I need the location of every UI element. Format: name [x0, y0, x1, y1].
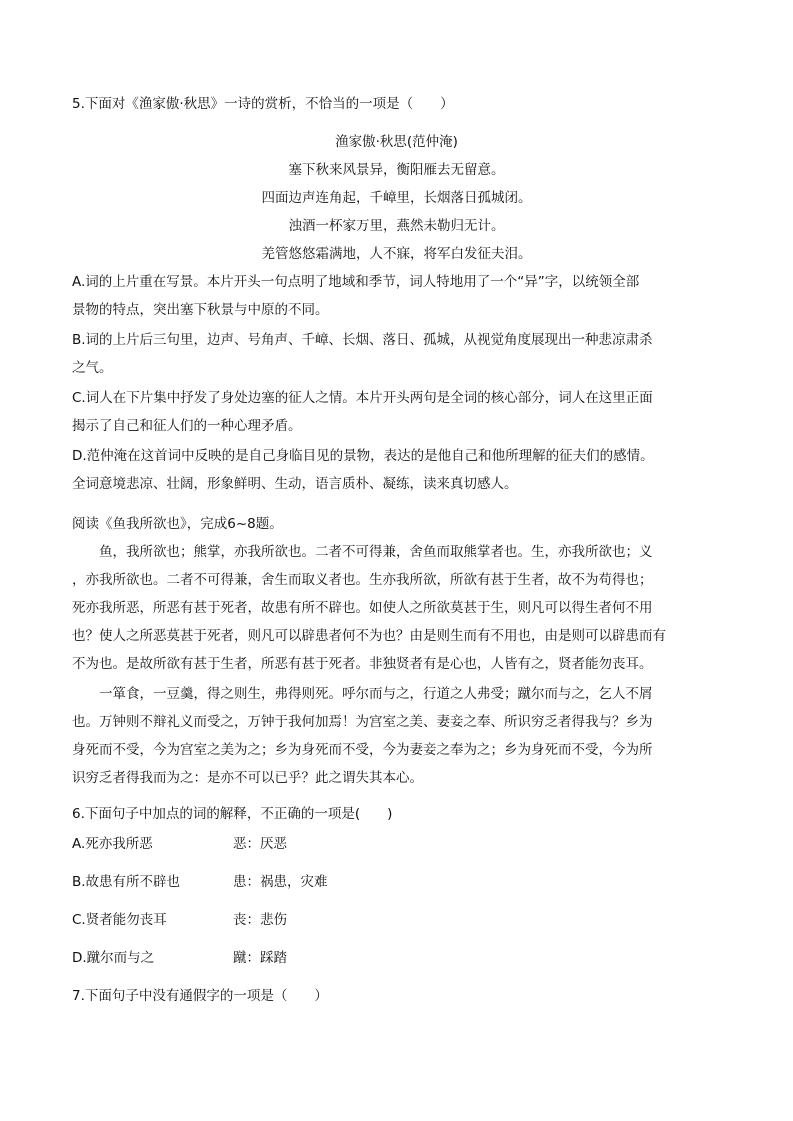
q5-option-d-line1: D.范仲淹在这首词中反映的是自己身临目见的景物，表达的是他自己和他所理解的征夫们的感情。 — [72, 448, 654, 464]
q5-option-a-line2: 景物的特点，突出塞下秋景与中原的不同。 — [72, 302, 329, 318]
passage-line: 识穷乏者得我而为之：是亦不可以已乎？此之谓失其本心。 — [72, 770, 423, 786]
question-5-stem: 5.下面对《渔家傲·秋思》一诗的赏析，不恰当的一项是（ ） — [72, 96, 454, 112]
passage-line: 死亦我所恶，所恶有甚于死者，故患有所不辟也。如使人之所欲莫甚于生，则凡可以得生者何不用 — [72, 600, 653, 616]
poem-title: 渔家傲·秋思(范仲淹) — [335, 134, 458, 150]
question-6-stem: 6.下面句子中加点的词的解释，不正确的一项是( ) — [72, 806, 393, 822]
q6-option-a: A.死亦我所恶 — [72, 836, 153, 852]
passage-line: 一箪食，一豆羹，得之则生，弗得则死。呼尔而与之，行道之人弗受；蹴尔而与之，乞人不屑 — [72, 686, 653, 702]
poem-line: 四面边声连角起，千嶂里，长烟落日孤城闭。 — [261, 190, 532, 206]
q6-option-c: C.贤者能勿丧耳 — [72, 912, 167, 928]
poem-line: 羌管悠悠霜满地，人不寐，将军白发征夫泪。 — [261, 246, 532, 262]
q5-option-c-line2: 揭示了自己和征人们的一种心理矛盾。 — [72, 418, 302, 434]
passage-line: 身死而不受，今为宫室之美为之；乡为身死而不受，今为妻妾之奉为之；乡为身死而不受，今为所 — [72, 742, 653, 758]
poem-line: 浊酒一杯家万里，燕然未勒归无计。 — [288, 218, 505, 234]
q5-option-b-line1: B.词的上片后三句里，边声、号角声、千嶂、长烟、落日、孤城，从视觉角度展现出一种悲凉肃杀 — [72, 332, 653, 348]
reading-intro: 阅读《鱼我所欲也》，完成6~8题。 — [72, 516, 283, 532]
passage-line: ，亦我所欲也。二者不可得兼，舍生而取义者也。生亦我所欲，所欲有甚于生者，故不为苟得也； — [72, 572, 653, 588]
q5-option-a-line1: A.词的上片重在写景。本片开头一句点明了地域和季节，词人特地用了一个“异”字，以统领全部 — [72, 274, 640, 290]
question-7-stem: 7.下面句子中没有通假字的一项是（ ） — [72, 988, 328, 1004]
passage-line: 也。万钟则不辩礼义而受之，万钟于我何加焉！为宫室之美、妻妾之奉、所识穷乏者得我与？乡为 — [72, 714, 653, 730]
q5-option-b-line2: 之气。 — [72, 360, 113, 376]
q6-option-c-gloss: 丧：悲伤 — [233, 912, 287, 928]
passage-line: 不为也。是故所欲有甚于生者，所恶有甚于死者。非独贤者有是心也，人皆有之，贤者能勿丧耳。 — [72, 656, 653, 672]
q6-option-b-gloss: 患：祸患，灾难 — [233, 874, 328, 890]
q6-option-d-gloss: 蹴：踩踏 — [233, 950, 287, 966]
passage-line: 也？使人之所恶莫甚于死者，则凡可以辟患者何不为也？由是则生而有不用也，由是则可以辟患而有 — [72, 628, 666, 644]
q5-option-d-line2: 全词意境悲凉、壮阔，形象鲜明、生动，语言质朴、凝练，读来真切感人。 — [72, 476, 518, 492]
passage-line: 鱼，我所欲也；熊掌，亦我所欲也。二者不可得兼，舍鱼而取熊掌者也。生，亦我所欲也；义 — [72, 544, 653, 560]
q6-option-b: B.故患有所不辟也 — [72, 874, 181, 890]
q6-option-d: D.蹴尔而与之 — [72, 950, 155, 966]
poem-line: 塞下秋来风景异，衡阳雁去无留意。 — [288, 162, 505, 178]
q6-option-a-gloss: 恶：厌恶 — [233, 836, 287, 852]
q5-option-c-line1: C.词人在下片集中抒发了身处边塞的征人之情。本片开头两句是全词的核心部分，词人在这里正面 — [72, 390, 653, 406]
